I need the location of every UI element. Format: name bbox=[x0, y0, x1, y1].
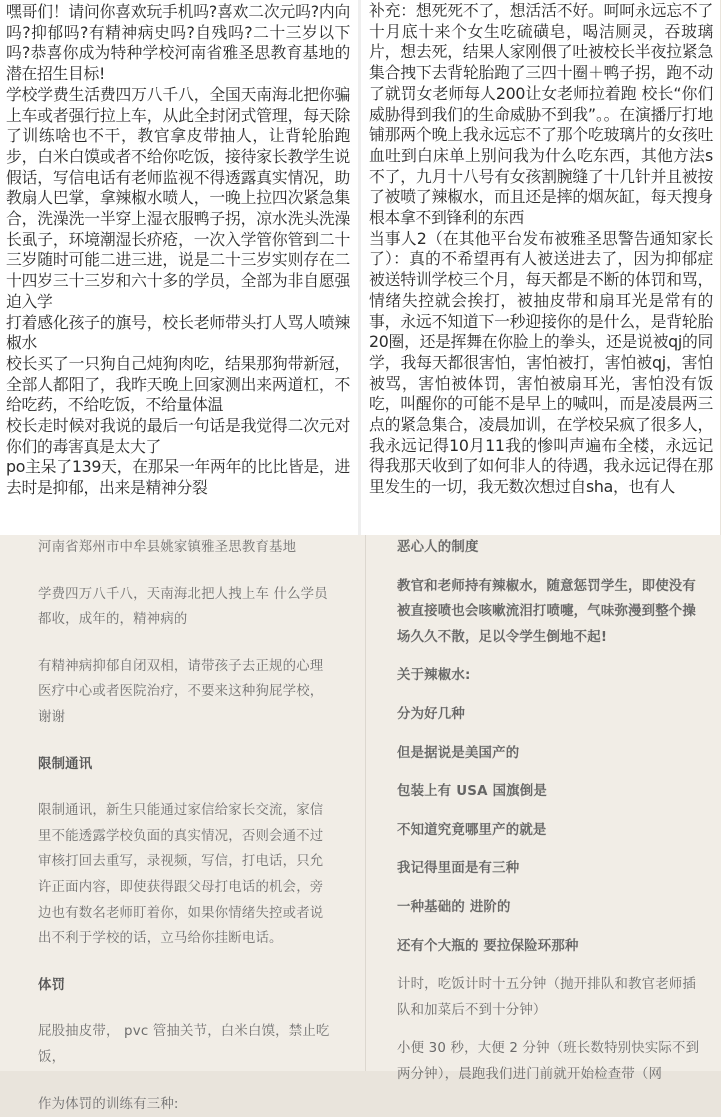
punish-text: 屁股抽皮带， pvc 管抽关节，白米白馍，禁止吃饭， bbox=[0, 1019, 355, 1070]
section-heading: 限制通讯 bbox=[0, 752, 355, 778]
pepper-line: 不知道究竟哪里产的就是 bbox=[366, 818, 721, 844]
pepper-line: 还有个大瓶的 要拉保险环那种 bbox=[366, 934, 721, 960]
post-paragraph: 补充：想死死不了，想活活不好。呵呵永远忘不了十月底十来个女生吃硫磺皂，喝洁厕灵，吞玻璃片，想去死，结果人家刚偎了吐被校长半夜拉紧急集合拽下去背轮胎跑了三四十圈＋鸭子拐，跑不动了就罚女老师每人200让女老师拉着跑 校长“你们威胁得到我们的生命威胁不到我”。。在演播厅打地铺那两个晚上我永远忘不了那个吃玻璃片的女孩吐血吐到白床单上别问我为什么吃东西，其他方法s不了，九月十八号有女孩割腕缝了十几针并且被按了被喷了辣椒水，而且还是摔的烟灰缸，每天搜身根本拿不到锋利的东西 bbox=[363, 0, 719, 229]
rule-tail: 恶心人的制度 bbox=[366, 535, 721, 561]
pepper-intro: 教官和老师持有辣椒水，随意惩罚学生，即使没有被直接喷也会咳嗽流泪打喷嚏，气味弥漫到整个操场久久不散，足以令学生倒地不起! bbox=[366, 574, 721, 651]
right-post-column bbox=[363, 0, 719, 535]
post-paragraph: po主呆了139天，在那呆一年两年的比比皆是，进去时是抑郁，出来是精神分裂 bbox=[0, 457, 356, 498]
left-post-column bbox=[0, 0, 356, 535]
location-line: 河南省郑州市中牟县姚家镇雅圣思教育基地 bbox=[0, 535, 355, 561]
pepper-line: 一种基础的 进阶的 bbox=[366, 895, 721, 921]
post-paragraph: 学校学费生活费四万八千八，全国天南海北把你骗上车或者强行拉上车，从此全封闭式管理，每天除了训练啥也不干，教官拿皮带抽人，让背轮胎跑步，白米白馍或者不给你吃饭，接待家长教学生说假话，写信电话有老师监视不得透露真实情况，助教扇人巴掌，拿辣椒水喷人，一晚上拉四次紧急集合，洗澡洗一半穿上湿衣服鸭子拐，凉水洗头洗澡长虱子，环境潮湿长疥疮，一次入学管你管到二十三岁随时可能二进三进，说是二十三岁实则存在二十四岁三十三岁和六十多的学员，全部为非自愿强迫入学 bbox=[0, 85, 356, 313]
top-text-screenshot bbox=[0, 0, 720, 535]
pepper-line: 分为好几种 bbox=[366, 702, 721, 728]
toilet-text: 小便 30 秒，大便 2 分钟（班长数特别快实际不到两分钟），晨跑我们进门前就开始检查带（网 bbox=[366, 1036, 721, 1087]
column-divider bbox=[358, 0, 361, 535]
pepper-line: 包装上有 USA 国旗倒是 bbox=[366, 779, 721, 805]
post-paragraph: 嘿哥们！请问你喜欢玩手机吗?喜欢二次元吗?内向吗?抑郁吗?有精神病史吗?自残吗?二十三岁以下吗?恭喜你成为特种学校河南省雅圣思教育基地的潜在招生目标! bbox=[0, 0, 356, 85]
advice-text: 有精神病抑郁自闭双相，请带孩子去正规的心理医疗中心或者医院治疗，不要来这种狗屁学校，谢谢 bbox=[0, 654, 355, 731]
bottom-note-screenshots bbox=[0, 535, 720, 1071]
comm-text: 限制通讯，新生只能通过家信给家长交流，家信里不能透露学校负面的真实情况，否则会通不过审核打回去重写，录视频，写信，打电话，只允许正面内容，即使获得跟父母打电话的机会，旁边也有数名老师盯着你，如果你情绪失控或者说出不利于学校的话，立马给你挂断电话。 bbox=[0, 798, 355, 952]
summary-text: 学费四万八千八，天南海北把人拽上车 什么学员都收，成年的，精神病的 bbox=[0, 582, 355, 633]
post-paragraph: 校长买了一只狗自己炖狗肉吃，结果那狗带新冠，全部人都阳了，我昨天晚上回家测出来两道杠，不给吃药，不给吃饭，不给量体温 bbox=[0, 354, 356, 416]
section-heading: 体罚 bbox=[0, 973, 355, 999]
training-text: 作为体罚的训练有三种: bbox=[0, 1092, 355, 1117]
right-note-panel bbox=[365, 535, 721, 1071]
post-paragraph: 当事人2（在其他平台发布被雅圣思警告通知家长了）：真的不希望再有人被送进去了，因为抑郁症被送特训学校三个月，每天都是不断的体罚和骂，情绪失控就会挨打，被抽皮带和扇耳光是常有的事，永远不知道下一秒迎接你的是什么，是背轮胎20圈，还是挥舞在你脸上的拳头，还是说被qj的同学，我每天都很害怕，害怕被打，害怕被qj，害怕被骂，害怕被体罚，害怕被扇耳光，害怕没有饭吃，叫醒你的可能不是早上的喊叫，而是凌晨两三点的紧急集合，凌晨加训，在学校呆疯了很多人，我永远记得10月11我的惨叫声遍布全楼，永远记得我那天收到了如何非人的待遇，我永远记得在那里发生的一切，我无数次想过自sha，也有人 bbox=[363, 229, 719, 498]
section-heading: 关于辣椒水: bbox=[366, 663, 721, 689]
left-note-panel bbox=[0, 535, 355, 1071]
post-paragraph: 校长走时候对我说的最后一句话是我觉得二次元对你们的毒害真是太大了 bbox=[0, 416, 356, 457]
post-paragraph: 打着感化孩子的旗号，校长老师带头打人骂人喷辣椒水 bbox=[0, 313, 356, 354]
pepper-line: 我记得里面是有三种 bbox=[366, 856, 721, 882]
pepper-line: 但是据说是美国产的 bbox=[366, 741, 721, 767]
timing-text: 计时，吃饭计时十五分钟（抛开排队和教官老师插队和加菜后不到十分钟） bbox=[366, 972, 721, 1023]
